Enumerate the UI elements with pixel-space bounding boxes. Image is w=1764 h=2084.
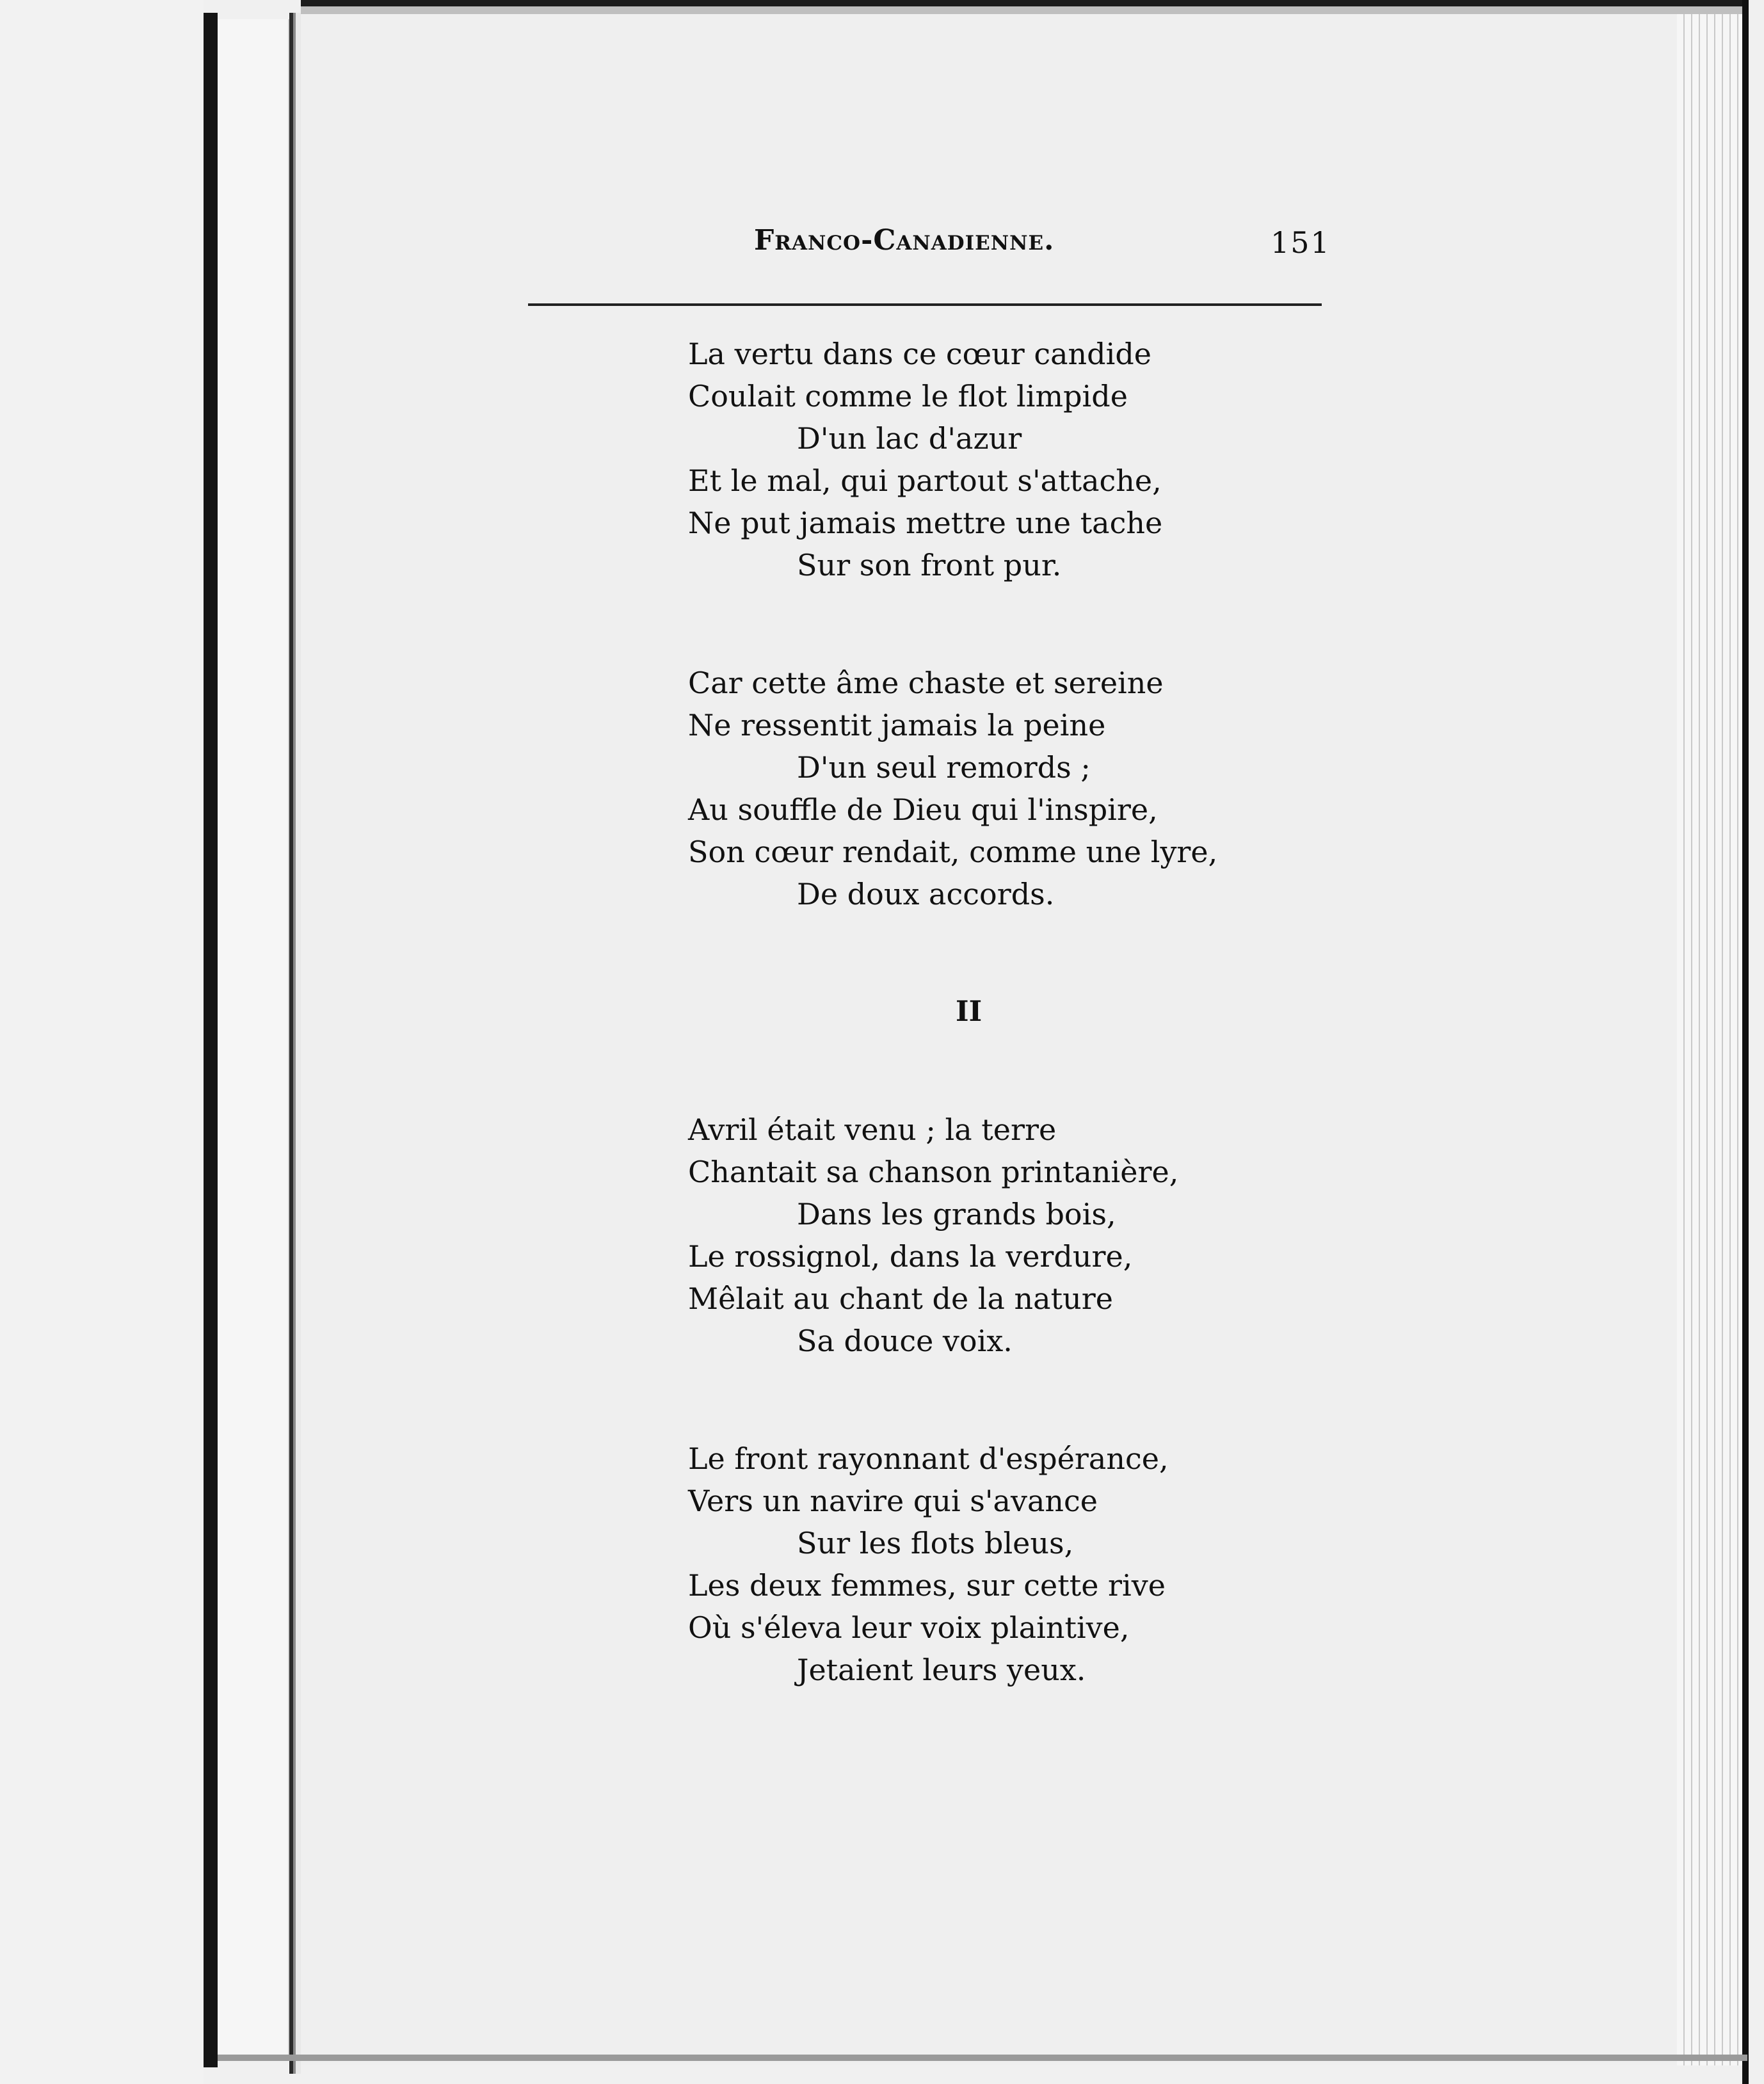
stanza [688, 1438, 1392, 1691]
book-gutter-shadow [204, 13, 218, 2067]
page-top-edge [301, 0, 1747, 14]
poem-part-one [688, 333, 1392, 915]
poem-part-two [688, 1109, 1392, 1691]
verse-line: Les deux femmes, sur cette rive [688, 1568, 1166, 1603]
running-head: Franco-Canadienne. [754, 224, 1055, 257]
scan-border [1742, 0, 1749, 2084]
verse-line: Dans les grands bois, [797, 1197, 1116, 1231]
verse-line: Ne ressentit jamais la peine [688, 708, 1106, 742]
header-rule [528, 303, 1322, 306]
page-stack-edge [1677, 14, 1747, 2065]
verse-line: Coulait comme le flot limpide [688, 379, 1128, 413]
book-gutter [218, 19, 289, 2055]
verse-line: De doux accords. [797, 877, 1055, 911]
verse-line: Car cette âme chaste et sereine [688, 666, 1164, 700]
verse-line: Sa douce voix. [797, 1324, 1013, 1358]
page-number: 151 [1271, 225, 1331, 260]
verse-line: Le front rayonnant d'espérance, [688, 1441, 1169, 1476]
verse-line: Mêlait au chant de la nature [688, 1281, 1113, 1316]
verse-line: Au souffle de Dieu qui l'inspire, [688, 792, 1158, 827]
verse-line: D'un lac d'azur [797, 421, 1022, 456]
facing-page-edge [0, 0, 204, 2084]
verse-line: Avril était venu ; la terre [688, 1112, 1057, 1147]
page-inner-edge [289, 13, 301, 2074]
verse-line: Chantait sa chanson printanière, [688, 1155, 1179, 1189]
verse-line: D'un seul remords ; [797, 750, 1091, 785]
poem-text [688, 333, 1392, 1691]
verse-line: Vers un navire qui s'avance [688, 1484, 1098, 1518]
verse-line: Ne put jamais mettre une tache [688, 506, 1163, 540]
stanza [688, 1109, 1392, 1362]
page-bottom-edge [218, 2055, 1747, 2061]
verse-line: Sur les flots bleus, [797, 1526, 1074, 1560]
stanza [688, 662, 1392, 915]
section-number: II [956, 995, 982, 1028]
stanza [688, 333, 1392, 586]
verse-line: Jetaient leurs yeux. [797, 1653, 1086, 1687]
verse-line: Le rossignol, dans la verdure, [688, 1239, 1133, 1274]
verse-line: La vertu dans ce cœur candide [688, 337, 1151, 371]
verse-line: Où s'éleva leur voix plaintive, [688, 1610, 1130, 1645]
verse-line: Et le mal, qui partout s'attache, [688, 463, 1162, 498]
verse-line: Son cœur rendait, comme une lyre, [688, 835, 1218, 869]
verse-line: Sur son front pur. [797, 548, 1062, 582]
